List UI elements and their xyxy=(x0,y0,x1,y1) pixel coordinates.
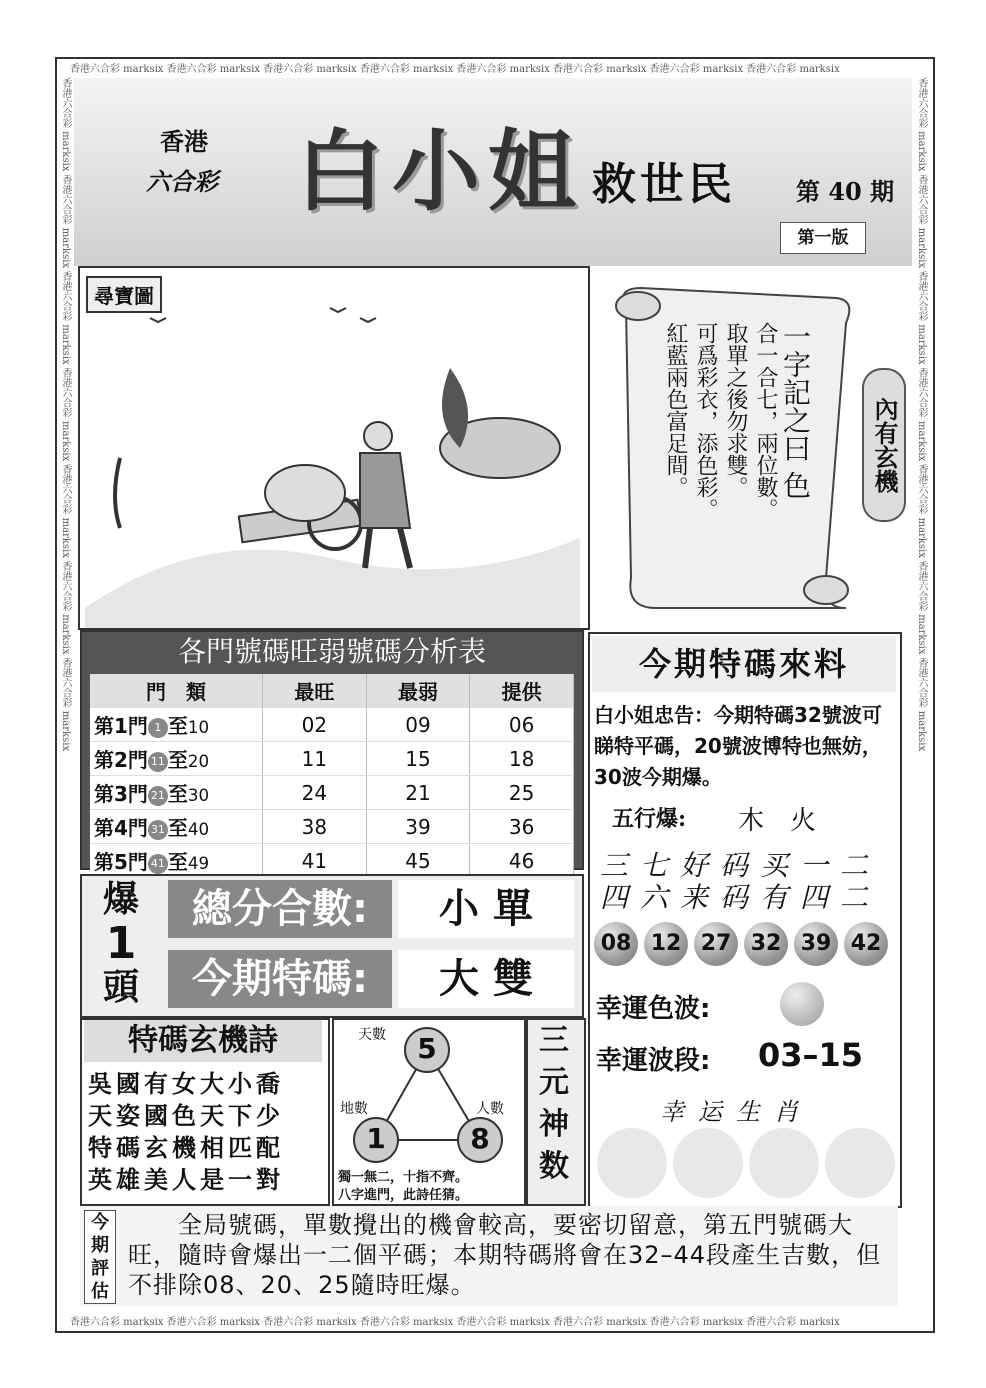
number-ball: 42 xyxy=(844,922,888,966)
poem-line: 天姿國色天下少 xyxy=(88,1102,284,1130)
treasure-label: 尋寶圖 xyxy=(86,276,162,313)
watermark-bottom: 香港六合彩 marksix 香港六合彩 marksix 香港六合彩 marksix 香港六合彩 marksix 香港六合彩 marksix 香港六合彩 marksix 香港六合彩 marksix 香港六合彩 marksix xyxy=(70,1317,840,1328)
lucky-color-label: 幸運色波: xyxy=(596,994,711,1024)
subtitle: 救世民 xyxy=(592,159,736,210)
treasure-illustration xyxy=(80,268,588,628)
poem-line: 英雄美人是一對 xyxy=(88,1166,284,1194)
to-label: 至 xyxy=(167,714,188,738)
cold-value: 39 xyxy=(366,810,470,844)
watermark-top: 香港六合彩 marksix 香港六合彩 marksix 香港六合彩 marksix 香港六合彩 marksix 香港六合彩 marksix 香港六合彩 marksix 香港六合彩 marksix 香港六合彩 marksix xyxy=(70,64,840,75)
di-value: 1 xyxy=(366,1122,386,1155)
scroll-line: 可爲彩衣，添色彩。 xyxy=(693,322,718,520)
to-label: 至 xyxy=(167,748,188,772)
range-from: 1 xyxy=(148,718,168,738)
to-label: 至 xyxy=(167,816,188,840)
cold-value: 09 xyxy=(366,708,470,742)
table-row xyxy=(90,844,574,878)
code-label: 今期特碼: xyxy=(168,950,392,1008)
spirit-char: 元 xyxy=(539,1065,569,1100)
total-value: 小 單 xyxy=(398,880,574,938)
review-text: 全局號碼，單數攪出的機會較高，要密切留意，第五門號碼大旺，隨時會爆出一二個平碼；本期特碼將會在32–44段產生吉數，但不排除08、20、25隨時旺爆。 xyxy=(128,1211,882,1299)
tian-label: 天數 xyxy=(358,1027,386,1043)
tian-value: 5 xyxy=(417,1032,437,1065)
brand-line1: 香港 xyxy=(160,127,208,156)
di-label: 地數 xyxy=(340,1101,368,1117)
edition-badge: 第一版 xyxy=(780,222,866,254)
analysis-table xyxy=(90,674,574,878)
watermark-left: 香港六合彩 marksix 香港六合彩 marksix 香港六合彩 marksix 香港六合彩 marksix 香港六合彩 marksix 香港六合彩 marksix 香港六合彩 marksix xyxy=(60,78,71,752)
spirit-text xyxy=(526,1020,582,1188)
col-door: 門 類 xyxy=(90,674,263,708)
wuxing-value: 木 火 xyxy=(738,806,817,836)
burst-digit: 1 xyxy=(105,918,137,969)
handwritten-line2: 四六来码有四二 xyxy=(600,881,881,914)
number-ball: 08 xyxy=(594,922,638,966)
hot-value: 02 xyxy=(263,708,367,742)
poem-line: 特碼玄機相匹配 xyxy=(88,1134,284,1162)
scroll-line: 取單之後勿求雙。 xyxy=(723,322,748,498)
tip-value: 36 xyxy=(470,810,574,844)
door-label: 第5門 xyxy=(94,850,148,874)
number-ball: 12 xyxy=(644,922,688,966)
range-from: 41 xyxy=(148,854,168,874)
number-ball: 39 xyxy=(794,922,838,966)
analysis-title: 各門號碼旺弱號碼分析表 xyxy=(177,635,486,668)
to-label: 至 xyxy=(167,850,188,874)
spirit-char: 三 xyxy=(539,1023,569,1058)
table-row xyxy=(90,810,574,844)
tip-value: 25 xyxy=(470,776,574,810)
handwritten-line1: 三七好码买一二 xyxy=(600,849,881,882)
range-to: 30 xyxy=(187,786,210,805)
spirit-char: 神 xyxy=(539,1107,569,1142)
brand-line2: 六合彩 xyxy=(146,167,218,196)
triangle-note1: 獨一無二，十指不齊。 xyxy=(338,1170,469,1185)
range-from: 11 xyxy=(148,752,168,772)
tip-value: 18 xyxy=(470,742,574,776)
review-label: 今期評估 xyxy=(84,1210,116,1304)
number-ball: 32 xyxy=(744,922,788,966)
special-title: 今期特碼來料 xyxy=(592,636,896,692)
col-tip: 提供 xyxy=(470,674,574,708)
hot-value: 24 xyxy=(263,776,367,810)
burst-label xyxy=(84,878,158,1012)
col-cold: 最弱 xyxy=(366,674,470,708)
cold-value: 45 xyxy=(366,844,470,878)
tip-value: 46 xyxy=(470,844,574,878)
ren-label: 人數 xyxy=(476,1101,504,1117)
table-row xyxy=(90,776,574,810)
burst-char: 爆 xyxy=(102,879,139,920)
scroll-line: 一字記之曰 色 xyxy=(779,322,812,499)
door-label: 第1門 xyxy=(94,714,148,738)
range-to: 49 xyxy=(187,854,210,873)
rooster-icon xyxy=(825,1128,895,1198)
wuxing-label: 五行爆: xyxy=(612,806,687,832)
range-from: 21 xyxy=(148,786,168,806)
hot-value: 11 xyxy=(263,742,367,776)
range-to: 20 xyxy=(187,752,210,771)
spirit-char: 数 xyxy=(539,1149,569,1184)
col-hot: 最旺 xyxy=(263,674,367,708)
table-header-row xyxy=(90,674,574,708)
range-to: 40 xyxy=(187,820,210,839)
cold-value: 15 xyxy=(366,742,470,776)
main-title: 白小姐 xyxy=(296,120,585,223)
poem-line: 吳國有女大小喬 xyxy=(88,1070,284,1098)
lucky-range-value: 03–15 xyxy=(758,1036,864,1074)
scroll-text xyxy=(660,322,810,572)
hint-badge: 內有玄機 xyxy=(862,368,906,522)
goat-icon xyxy=(749,1128,819,1198)
table-row xyxy=(90,708,574,742)
range-from: 31 xyxy=(148,820,168,840)
poem-body xyxy=(88,1068,324,1196)
lucky-color-ball xyxy=(780,982,824,1026)
ren-value: 8 xyxy=(470,1122,490,1155)
door-label: 第2門 xyxy=(94,748,148,772)
range-to: 10 xyxy=(187,718,210,737)
hot-value: 41 xyxy=(263,844,367,878)
burst-char: 頭 xyxy=(102,967,139,1008)
scroll-line: 合一合七，兩位數。 xyxy=(753,322,778,520)
scroll-line: 紅藍兩色富足間。 xyxy=(663,322,688,498)
watermark-right: 香港六合彩 marksix 香港六合彩 marksix 香港六合彩 marksix 香港六合彩 marksix 香港六合彩 marksix 香港六合彩 marksix 香港六合彩 marksix xyxy=(916,78,927,752)
poem-title: 特碼玄機詩 xyxy=(84,1020,322,1062)
cold-value: 21 xyxy=(366,776,470,810)
table-row xyxy=(90,742,574,776)
analysis-panel xyxy=(80,630,584,874)
door-label: 第4門 xyxy=(94,816,148,840)
hot-value: 38 xyxy=(263,810,367,844)
dragon-icon xyxy=(673,1128,743,1198)
door-label: 第3門 xyxy=(94,782,148,806)
code-value: 大 雙 xyxy=(398,950,574,1008)
triangle-note2: 八字進門，此詩任猜。 xyxy=(338,1188,469,1203)
to-label: 至 xyxy=(167,782,188,806)
special-advice: 白小姐忠告：今期特碼32號波可睇特平碼，20號波博特也無妨，30波今期爆。 xyxy=(594,703,882,789)
treasure-map-panel xyxy=(78,266,590,630)
number-ball: 27 xyxy=(694,922,738,966)
lucky-range-label: 幸運波段: xyxy=(596,1046,711,1076)
total-label: 總分合數: xyxy=(168,880,392,938)
issue-number: 第 40 期 xyxy=(796,177,895,206)
rat-icon xyxy=(597,1128,667,1198)
tip-value: 06 xyxy=(470,708,574,742)
lucky-zodiac-label: 幸运生肖 xyxy=(660,1098,812,1126)
